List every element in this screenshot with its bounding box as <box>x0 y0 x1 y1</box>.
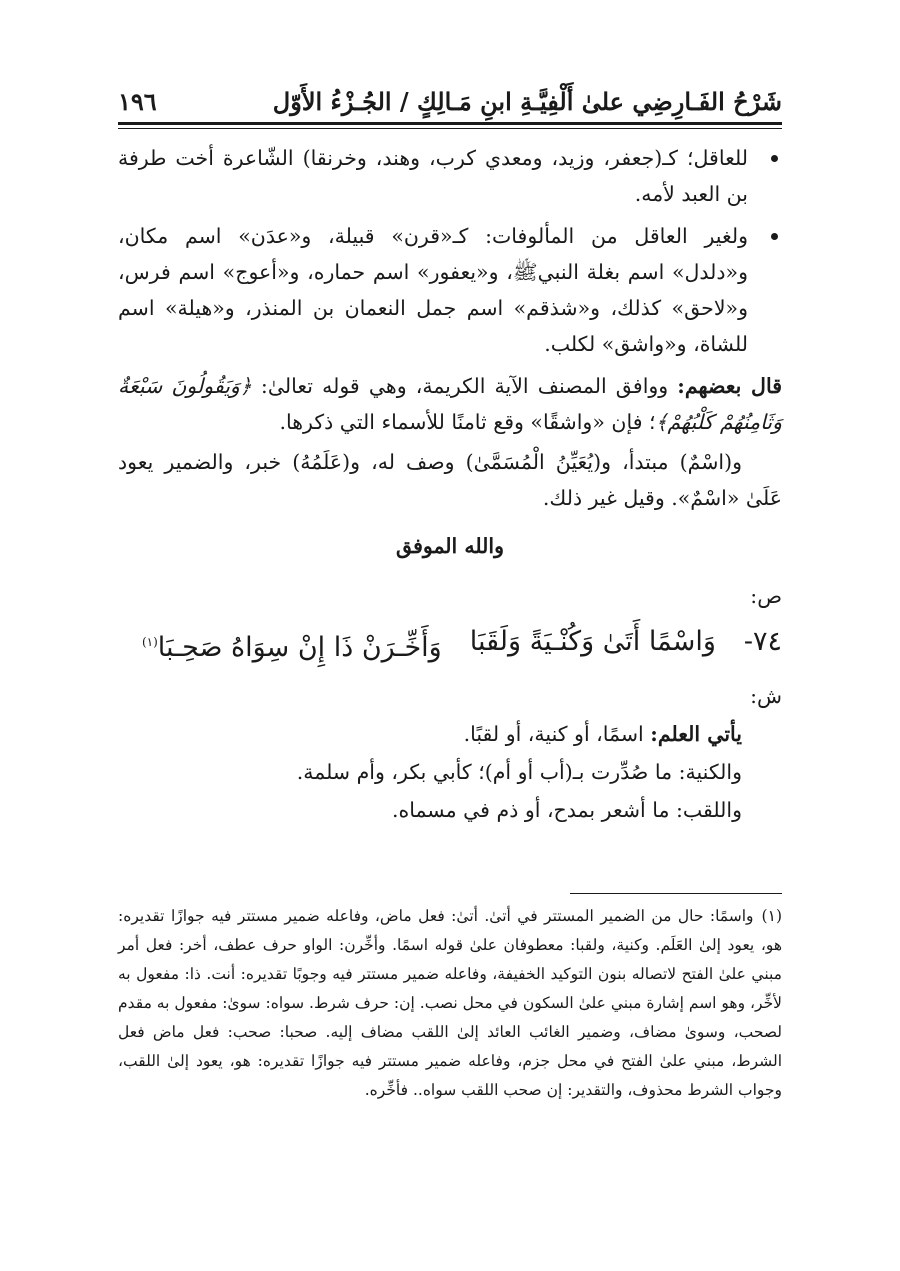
sharh-line: والكنية: ما صُدِّرت بـ(أب أو أم)؛ كأبي بكر، وأم سلمة. <box>296 760 742 784</box>
header-rule-thick <box>118 122 782 125</box>
bullet-item <box>118 140 782 212</box>
footnote <box>118 902 782 1105</box>
bullet-text: ولغير العاقل من المألوفات: كـ«قرن» قبيلة، و«عدَن» اسم مكان، و«دلدل» اسم بغلة النبيﷺ، و«يعفور» اسم حماره، و«أعوج» اسم فرس، و«لاحق» كذلك، و«شذقم» اسم جمل النعمان بن المنذر، و«هيلة» اسم للشاة، و«واشق» لكلب. <box>118 224 748 356</box>
bullet-text: للعاقل؛ كـ(جعفر، وزيد، ومعدي كرب، وهند، وخرنقا) الشّاعرة أخت طرفة بن العبد لأمه. <box>118 146 748 206</box>
bullet-item <box>118 218 782 362</box>
footnote-mark: (١) <box>761 907 782 925</box>
page-number: ١٩٦ <box>118 87 157 116</box>
poem-verse <box>118 618 782 672</box>
paragraph-quote <box>118 368 782 440</box>
quote-lead: قال بعضهم: <box>677 374 782 398</box>
footnote-text: واسمًا: حال من الضمير المستتر في أتىٰ. أتىٰ: فعل ماض، وفاعله ضمير مستتر فيه جوازًا تقديره: هو، يعود إلىٰ العَلَم. وكنية، ولقبا: معطوفان علىٰ قوله اسمًا. وأخِّرن: الواو حرف عطف، أخر: فعل أمر مبني علىٰ الفتح لاتصاله بنون التوكيد الخفيفة، وفاعله ضمير مستتر فيه وجوبًا تقديره: أنت. ذا: مفعول به لأخِّر، وهو اسم إشارة مبني علىٰ السكون في محل نصب. إن: حرف شرط. سواه: سوىٰ: مفعول به مقدم لصحب، وسوىٰ مضاف، وضمير الغائب العائد إلىٰ اللقب مضاف إليه. صحبا: صحب: فعل ماض فعل الشرط، مبني علىٰ الفتح في محل جزم، وفاعله ضمير مستتر فيه جوازًا تقديره: هو، يعود إلىٰ اللقب، وجواب الشرط محذوف، والتقدير: إن صحب اللقب سواه.. فأخِّره. <box>118 907 782 1099</box>
sharh-line: واللقب: ما أشعر بمدح، أو ذم في مسماه. <box>391 798 742 822</box>
sharh-label: ش: <box>750 684 782 708</box>
paragraph-grammar: و(اسْمٌ) مبتدأ، و(يُعَيِّنُ الْمُسَمَّىٰ) وصف له، و(عَلَمُهُ) خبر، والضمير يعود عَلَىٰ «اسْمٌ». وقيل غير ذلك. <box>118 450 782 510</box>
footnote-ref: (١) <box>141 635 158 649</box>
bullet-dot-icon <box>771 155 778 162</box>
quote-text: ووافق المصنف الآية الكريمة، وهي قوله تعالىٰ: <box>251 374 678 398</box>
main-text <box>118 140 782 830</box>
page-header <box>118 80 782 116</box>
verse-hemistich-1: وَاسْمًا أَتَىٰ وَكُنْـيَةً وَلَقَبَا <box>469 626 716 657</box>
sharh-line: يأتي العلم: اسمًا، أو كنية، أو لقبًا. <box>463 722 742 746</box>
matn-label: ص: <box>750 584 782 608</box>
verse-hemistich-2: وَأَخِّـرَنْ ذَا إِنْ سِوَاهُ صَحِـبَا$^{(١)}$ <box>141 632 442 663</box>
running-title: شَرْحُ الفَـارِضِي علىٰ أَلْفِيَّـةِ ابنِ مَـالِكٍ / الجُـزْءُ الأَوّل <box>272 87 782 116</box>
footnote-separator <box>570 893 782 894</box>
verse-number: ٧٤- <box>743 626 782 657</box>
quote-tail: ؛ فإن «واشقًا» وقع ثامنًا للأسماء التي ذكرها. <box>279 410 656 434</box>
bullet-dot-icon <box>771 233 778 240</box>
sharh-lines <box>118 716 782 828</box>
closing-phrase: والله الموفق <box>395 534 505 558</box>
header-rule-thin <box>118 128 782 129</box>
quran-verse: ﴿وَيَقُولُونَ سَبْعَةٌ وَثَامِنُهُمْ كَلْبُهُمْ﴾ <box>118 374 782 434</box>
